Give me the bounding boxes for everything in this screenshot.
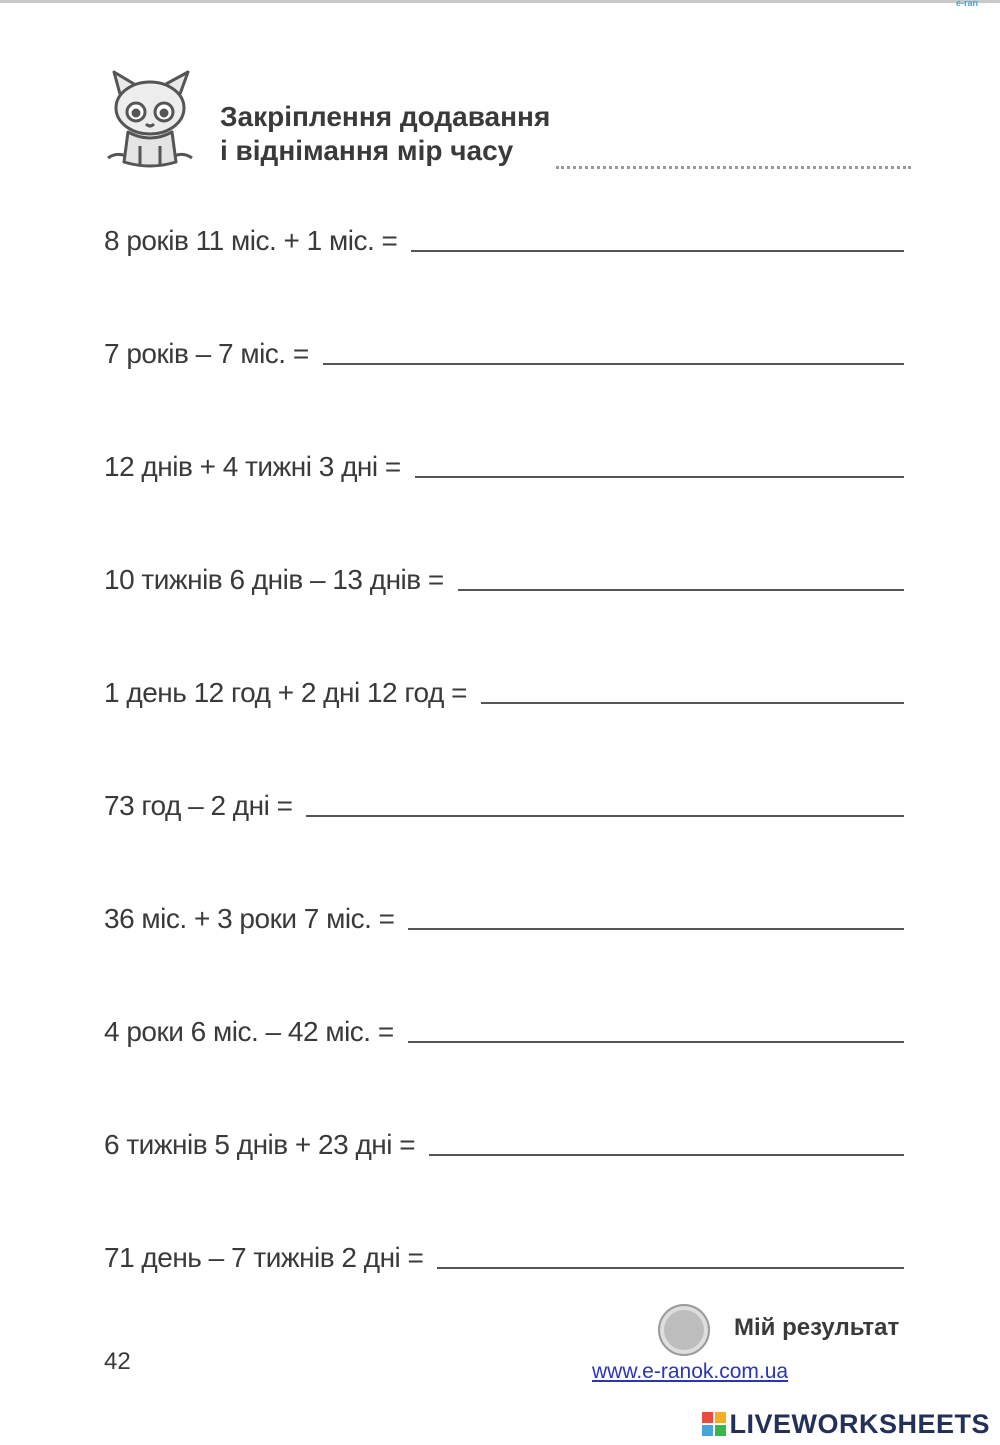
answer-field[interactable] [458,589,904,591]
cartoon-cat-icon [100,66,200,176]
task-row [104,894,904,934]
task-row [104,1007,904,1047]
liveworksheets-brand [702,1408,990,1440]
answer-field[interactable] [411,250,904,252]
task-row [104,668,904,708]
task-row [104,781,904,821]
answer-field[interactable] [481,702,904,704]
task-expression: 10 тижнів 6 днів – 13 днів = [104,564,444,595]
brand-name: LIVEWORKSHEETS [729,1408,990,1439]
answer-field[interactable] [429,1154,904,1156]
answer-field[interactable] [408,1041,904,1043]
task-expression: 8 років 11 міс. + 1 міс. = [104,225,398,256]
answer-field[interactable] [415,476,904,478]
title-line-2: і віднімання мір часу [220,135,514,166]
title-dotted-line [556,166,911,169]
page-title [220,100,550,168]
corner-logo-fragment: e-ran [956,0,979,8]
top-border [0,0,1000,3]
task-expression: 12 днів + 4 тижні 3 дні = [104,451,401,482]
answer-field[interactable] [323,363,904,365]
answer-field[interactable] [306,815,904,817]
page-number: 42 [104,1348,131,1375]
my-result [658,1302,918,1358]
liveworksheets-logo-icon [702,1412,726,1436]
task-expression: 36 міс. + 3 роки 7 міс. = [104,903,395,934]
task-expression: 6 тижнів 5 днів + 23 дні = [104,1129,416,1160]
task-row [104,329,904,369]
task-expression: 73 год – 2 дні = [104,790,293,821]
task-expression: 71 день – 7 тижнів 2 дні = [104,1242,424,1273]
answer-field[interactable] [437,1267,904,1269]
task-row [104,555,904,595]
task-expression: 7 років – 7 міс. = [104,338,309,369]
task-row [104,442,904,482]
result-circle-icon [658,1304,710,1356]
site-link[interactable]: www.e-ranok.com.ua [592,1360,789,1383]
result-label: Мій результат [734,1314,900,1341]
task-expression: 4 роки 6 міс. – 42 міс. = [104,1016,394,1047]
task-row [104,1120,904,1160]
title-line-1: Закріплення додавання [220,101,551,132]
task-row [104,1233,904,1273]
task-expression: 1 день 12 год + 2 дні 12 год = [104,677,467,708]
answer-field[interactable] [408,928,904,930]
task-row [104,216,904,256]
